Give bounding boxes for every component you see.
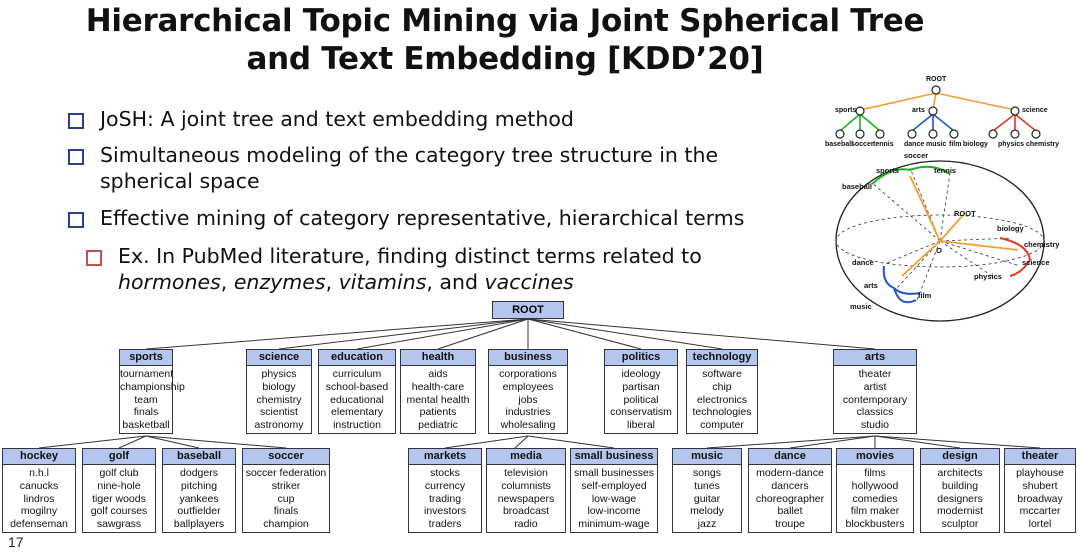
tree-root-node: ROOT bbox=[492, 301, 564, 319]
sub-bullet-text-cont: hormones, enzymes, vitamins, and vaccines bbox=[118, 270, 574, 294]
node-header: golf bbox=[82, 448, 156, 465]
category-tree-figure bbox=[825, 70, 1075, 152]
node-terms: architects building designers modernist sculptor bbox=[920, 465, 1000, 533]
node-header: science bbox=[246, 349, 312, 366]
node-header: theater bbox=[1004, 448, 1076, 465]
node-terms: songs tunes guitar melody jazz bbox=[672, 465, 742, 533]
fig-leaf-label: baseball bbox=[825, 141, 854, 148]
node-terms: golf club nine-hole tiger woods golf courses sawgrass bbox=[82, 465, 156, 533]
node-terms: films hollywood comedies film maker blockbusters bbox=[836, 465, 914, 533]
tree-node-arts bbox=[833, 349, 917, 434]
node-terms: stocks currency trading investors traders bbox=[408, 465, 482, 533]
fig-leaf-label: film bbox=[949, 141, 962, 148]
bullet-text: JoSH: A joint tree and text embedding method bbox=[100, 107, 574, 131]
tree-node-dance bbox=[748, 448, 832, 533]
tree-node-movies bbox=[836, 448, 914, 533]
node-terms: modern-dance dancers choreographer ballet troupe bbox=[748, 465, 832, 533]
sphere-label-film: film bbox=[918, 291, 932, 300]
tree-node-education bbox=[318, 349, 396, 434]
fig-leaf-label: soccer bbox=[851, 141, 874, 148]
sphere-label-soccer: soccer bbox=[904, 151, 929, 160]
node-terms: n.h.l canucks lindros mogilny defenseman bbox=[2, 465, 76, 533]
fig-sports-label: sports bbox=[835, 107, 857, 114]
node-terms: aids health-care mental health patients pediatric bbox=[400, 366, 476, 434]
tree-node-hockey bbox=[2, 448, 76, 533]
tree-node-technology bbox=[686, 349, 758, 434]
node-header: baseball bbox=[162, 448, 236, 465]
node-header: hockey bbox=[2, 448, 76, 465]
fig-leaf-label: tennis bbox=[873, 141, 894, 148]
bullet-text: Simultaneous modeling of the category tree structure in the bbox=[100, 143, 719, 167]
node-header: small business bbox=[570, 448, 658, 465]
node-header: markets bbox=[408, 448, 482, 465]
node-terms: theater artist contemporary classics studio bbox=[833, 366, 917, 434]
node-terms: curriculum school-based educational elementary instruction bbox=[318, 366, 396, 434]
node-terms: physics biology chemistry scientist astronomy bbox=[246, 366, 312, 434]
bullet-text: Effective mining of category representative, hierarchical terms bbox=[100, 206, 745, 230]
tree-node-health bbox=[400, 349, 476, 434]
sphere-label-chemistry: chemistry bbox=[1024, 240, 1060, 249]
tree-node-golf bbox=[82, 448, 156, 533]
tree-node-small-business bbox=[570, 448, 658, 533]
sphere-label-origin: O bbox=[936, 246, 942, 255]
tree-node-sports bbox=[119, 349, 185, 434]
node-terms: soccer federation striker cup finals champion bbox=[242, 465, 330, 533]
sphere-label-tennis: tennis bbox=[934, 166, 957, 175]
node-terms: playhouse shubert broadway mccarter lortel bbox=[1004, 465, 1076, 533]
node-header: music bbox=[672, 448, 742, 465]
tree-node-theater bbox=[1004, 448, 1076, 533]
node-terms: dodgers pitching yankees outfielder ballplayers bbox=[162, 465, 236, 533]
slide-title-line2: and Text Embedding [KDD’20] bbox=[246, 41, 764, 77]
bullet-text-cont: spherical space bbox=[100, 169, 260, 193]
node-header: arts bbox=[833, 349, 917, 366]
node-terms: television columnists newspapers broadcast radio bbox=[486, 465, 566, 533]
fig-leaf-label: physics bbox=[998, 141, 1025, 148]
node-header: dance bbox=[748, 448, 832, 465]
node-header: sports bbox=[119, 349, 173, 366]
sphere-label-sports: sports bbox=[876, 166, 899, 175]
node-header: media bbox=[486, 448, 566, 465]
node-terms: small businesses self-employed low-wage low-income minimum-wage bbox=[570, 465, 658, 533]
tree-node-music bbox=[672, 448, 742, 533]
node-header: health bbox=[400, 349, 476, 366]
sphere-label-root: ROOT bbox=[954, 209, 976, 218]
fig-leaf-label: biology bbox=[963, 141, 988, 148]
fig-leaf-label: chemistry bbox=[1026, 141, 1060, 148]
fig-science-label: science bbox=[1022, 107, 1048, 114]
node-header: movies bbox=[836, 448, 914, 465]
tree-node-business bbox=[488, 349, 568, 434]
sphere-label-dance: dance bbox=[852, 258, 874, 267]
sphere-label-arts: arts bbox=[864, 281, 878, 290]
node-header: politics bbox=[604, 349, 678, 366]
node-header: design bbox=[920, 448, 1000, 465]
tree-node-politics bbox=[604, 349, 678, 434]
sphere-label-science: science bbox=[1022, 258, 1050, 267]
tree-node-soccer bbox=[242, 448, 330, 533]
tree-node-media bbox=[486, 448, 566, 533]
node-header: education bbox=[318, 349, 396, 366]
sphere-label-music: music bbox=[850, 302, 872, 311]
sphere-label-baseball: baseball bbox=[842, 182, 873, 191]
fig-root-label: ROOT bbox=[926, 76, 947, 83]
slide-title-line1: Hierarchical Topic Mining via Joint Spherical Tree bbox=[85, 3, 925, 39]
sphere-label-biology: biology bbox=[997, 224, 1024, 233]
node-header: business bbox=[488, 349, 568, 366]
tree-node-design bbox=[920, 448, 1000, 533]
fig-leaf-label: music bbox=[926, 141, 947, 148]
page-number: 17 bbox=[8, 534, 24, 550]
node-terms: tournament championship team finals basketball bbox=[119, 366, 173, 434]
tree-node-science bbox=[246, 349, 312, 434]
sphere-label-physics: physics bbox=[974, 272, 1002, 281]
fig-leaf-label: dance bbox=[904, 141, 925, 148]
tree-node-baseball bbox=[162, 448, 236, 533]
sphere-embedding-figure bbox=[832, 148, 1076, 324]
tree-node-markets bbox=[408, 448, 482, 533]
node-terms: corporations employees jobs industries wholesaling bbox=[488, 366, 568, 434]
node-header: technology bbox=[686, 349, 758, 366]
fig-arts-label: arts bbox=[912, 107, 925, 114]
node-terms: software chip electronics technologies computer bbox=[686, 366, 758, 434]
node-terms: ideology partisan political conservatism liberal bbox=[604, 366, 678, 434]
sub-bullet-text: Ex. In PubMed literature, finding distinct terms related to bbox=[118, 244, 702, 268]
node-header: soccer bbox=[242, 448, 330, 465]
